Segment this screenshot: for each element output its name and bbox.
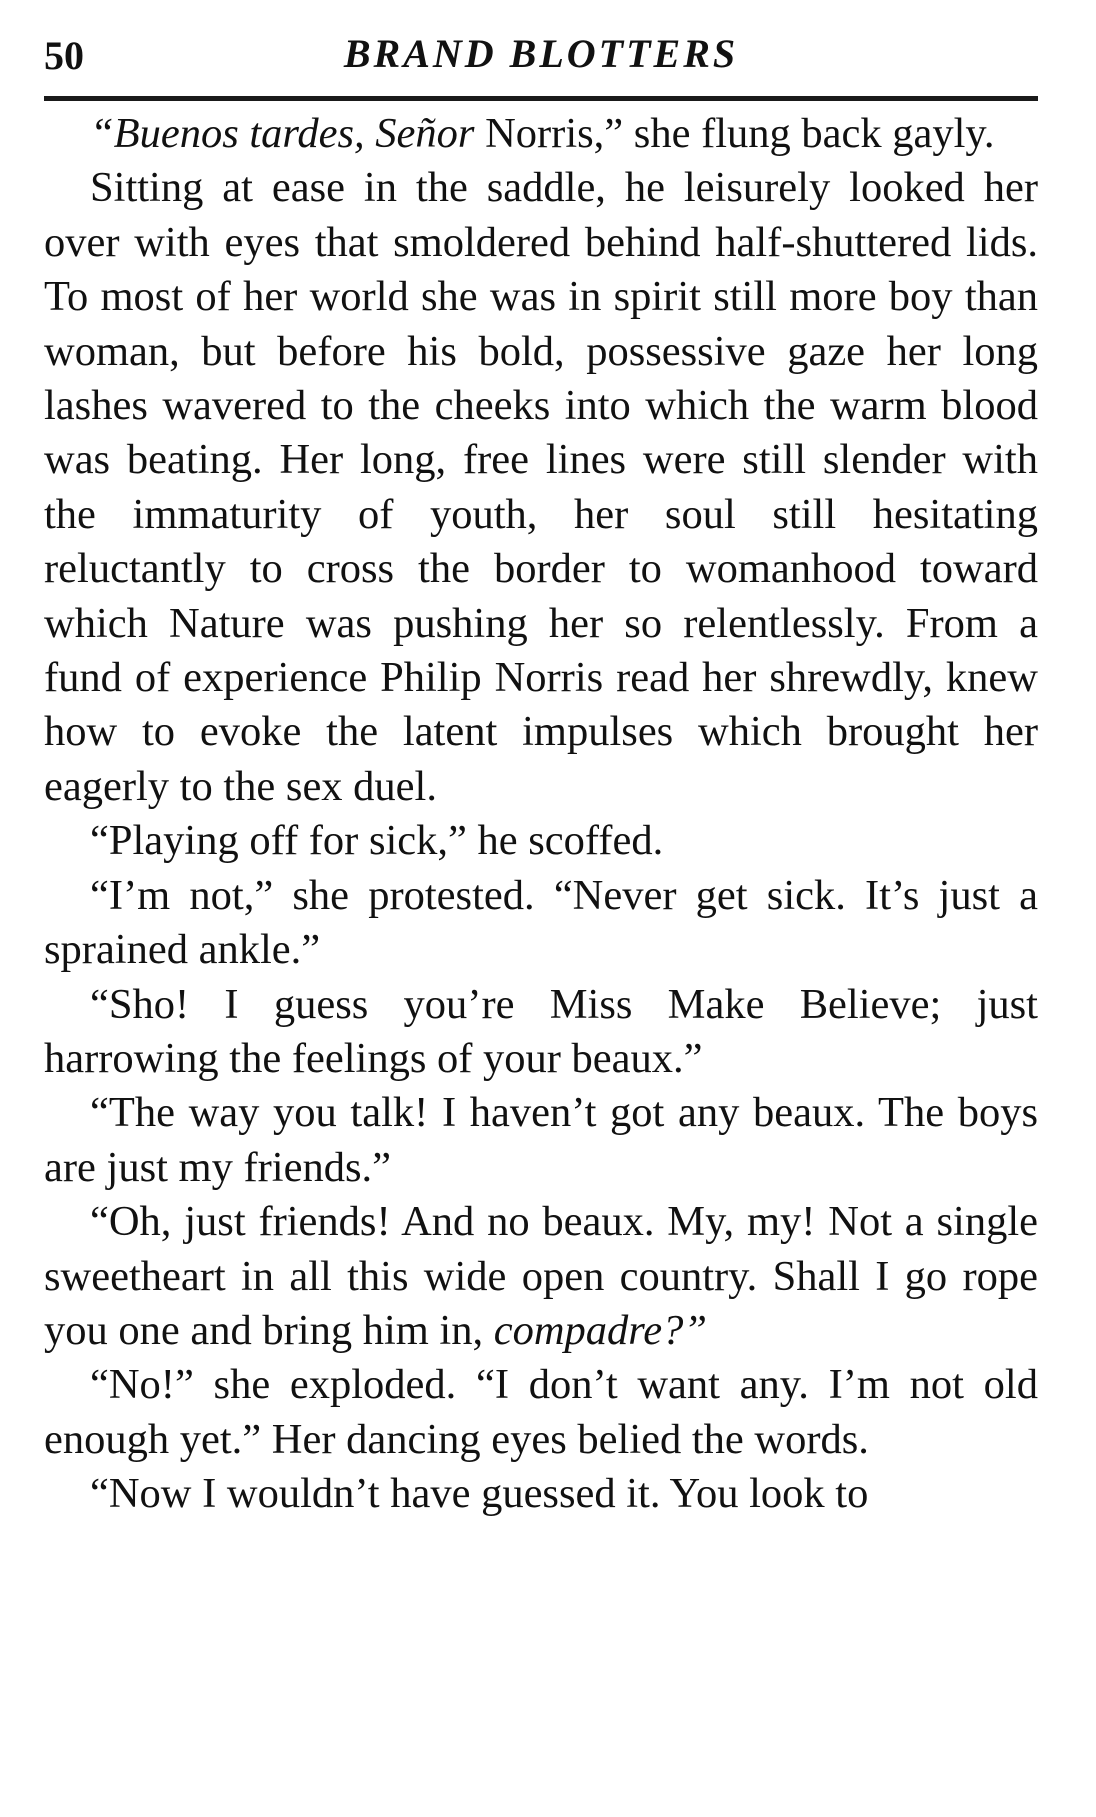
paragraph: “Oh, just friends! And no beaux. My, my! Not a single sweetheart in all this wide open country. Shall I go rope you one and bring him in, compadre?” [44, 1198, 1038, 1354]
body-text [44, 107, 1038, 1522]
header-rule [44, 96, 1038, 101]
paragraph: “The way you talk! I haven’t got any beaux. The boys are just my friends.” [44, 1089, 1038, 1191]
paragraph: Sitting at ease in the saddle, he leisurely looked her over with eyes that smoldered behind half-shuttered lids. To most of her world she was in spirit still more boy than woman, but before his bold, possessive gaze her long lashes wavered to the cheeks into which the warm blood was beating. Her long, free lines were still slender with the immaturity of youth, her soul still hesitating reluctantly to cross the border to womanhood toward which Nature was pushing her so relentlessly. From a fund of experience Philip Norris read her shrewdly, knew how to evoke the latent impulses which brought her eagerly to the sex duel. [44, 164, 1038, 810]
paragraph: “Playing off for sick,” he scoffed. [90, 817, 664, 865]
running-head [44, 22, 1038, 96]
italic-word: compadre?” [493, 1306, 708, 1354]
paragraph: “Buenos tardes, Señor Norris,” she flung back gayly. [90, 110, 995, 157]
page-number: 50 [44, 33, 84, 78]
paragraph: “No!” she exploded. “I don’t want any. I’m not old enough yet.” Her dancing eyes belied the words. [44, 1361, 1038, 1463]
running-title: BRAND BLOTTERS [343, 31, 739, 76]
paragraph: “Now I wouldn’t have guessed it. You look to [90, 1470, 869, 1518]
italic-greeting: “Buenos tardes, Señor [90, 110, 475, 157]
paragraph: “Sho! I guess you’re Miss Make Believe; just harrowing the feelings of your beaux.” [44, 980, 1038, 1082]
paragraph: “I’m not,” she protested. “Never get sick. It’s just a sprained ankle.” [44, 871, 1038, 974]
